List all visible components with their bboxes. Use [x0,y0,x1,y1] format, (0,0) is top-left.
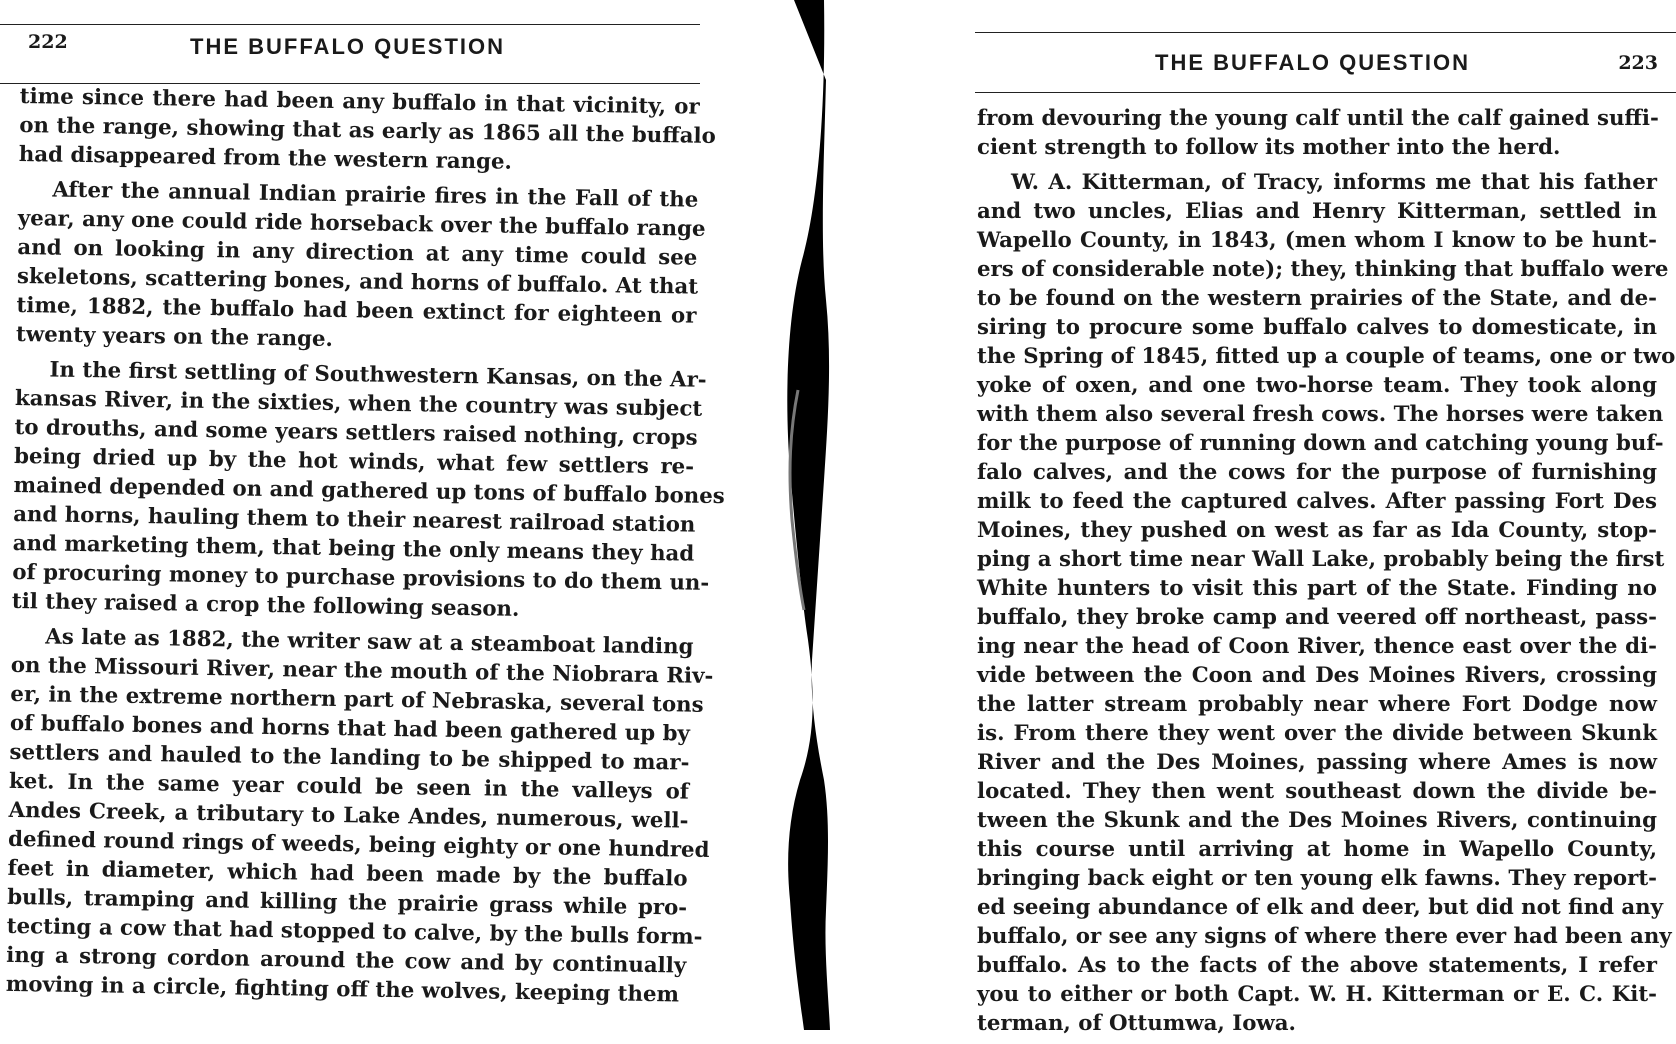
text-line: falo calves, and the cows for the purpose of furnishing [977,460,1657,485]
text-line: buffalo. As to the facts of the above statements, I refer [977,953,1657,978]
left-page-body [5,82,725,1016]
text-line: W. A. Kitterman, of Tracy, informs me that his father [1011,170,1657,195]
text-line: located. They then went southeast down the divide be- [977,779,1657,804]
text-line: and on looking in any direction at any time could see [17,234,698,271]
text-line: siring to procure some buffalo calves to domesticate, in [977,315,1657,340]
text-line: tween the Skunk and the Des Moines Rivers, continuing [977,808,1657,833]
page-number: 223 [1618,52,1658,74]
text-line: defined round rings of weeds, being eighty or one hundred [7,826,710,863]
text-line: ping a short time near Wall Lake, probably being the first [977,547,1665,572]
text-line: to drouths, and some years settlers raised nothing, crops [14,414,698,451]
running-head: THE BUFFALO QUESTION [190,34,505,59]
text-line: In the first settling of Southwestern Kansas, on the Ar- [49,357,707,393]
text-line: is. From there they went over the divide between Skunk [977,721,1657,746]
text-line: with them also several fresh cows. The horses were taken [977,402,1664,427]
header-rule-top [0,24,700,25]
text-line: of buffalo bones and horns that had been gathered up by [9,710,691,747]
left-page-header [0,22,700,84]
book-gutter-shadow [780,0,840,1030]
text-line: time since there had been any buffalo in that vicinity, or [19,83,700,120]
text-line: the Spring of 1845, fitted up a couple of teams, one or two [977,344,1676,369]
text-line: for the purpose of running down and catching young buf- [977,431,1664,456]
text-line: tecting a cow that had stopped to calve, by the bulls form- [6,913,703,950]
right-page-body [977,104,1676,1044]
text-line: er, in the extreme northern part of Nebraska, several tons [10,681,704,718]
text-line: mained depended on and gathered up tons of buffalo bones [13,472,725,510]
page-number: 222 [28,31,68,53]
text-line: Moines, they pushed on west as far as Ida County, stop- [977,518,1657,543]
text-line: milk to feed the captured calves. After passing Fort Des [977,489,1657,514]
text-line: til they raised a crop the following season. [11,588,520,622]
text-line: this course until arriving at home in Wapello County, [977,837,1657,862]
paragraph [18,82,717,180]
text-line: River and the Des Moines, passing where Ames is now [977,750,1657,775]
text-line: and two uncles, Elias and Henry Kitterman, settled in [977,199,1657,224]
text-line: buffalo, they broke camp and veered off northeast, pass- [977,605,1657,630]
right-page-header [975,30,1676,92]
text-line: bulls, tramping and killing the prairie grass while pro- [6,884,688,921]
text-line: year, any one could ride horseback over the buffalo range [17,205,706,242]
text-line: time, 1882, the buffalo had been extinct for eighteen or [16,292,697,329]
gutter-fill [787,0,830,1030]
paragraph [977,168,1676,1038]
text-line: of procuring money to purchase provisions to do them un- [12,559,710,596]
paragraph [15,175,706,360]
text-line: moving in a circle, fighting off the wolves, keeping them [5,971,680,1008]
text-line: buffalo, or see any signs of where there ever had been any [977,924,1672,949]
text-line: bringing back eight or ten young elk fawns. They report- [977,866,1657,891]
text-line: Wapello County, in 1843, (men whom I know to be hunt- [977,228,1657,253]
paragraph [5,622,714,1010]
text-line: skeletons, scattering bones, and horns of buffalo. At that [16,263,699,300]
text-line: to be found on the western prairies of the State, and de- [977,286,1657,311]
text-line: settlers and hauled to the landing to be shipped to mar- [9,739,690,776]
text-line: yoke of oxen, and one two-horse team. They took along [977,373,1657,398]
text-line: Andes Creek, a tributary to Lake Andes, numerous, well- [8,797,689,834]
text-line: and marketing them, that being the only means they had [12,530,695,567]
text-line: you to either or both Capt. W. H. Kitterman or E. C. Kit- [977,982,1657,1007]
text-line: terman, of Ottumwa, Iowa. [977,1011,1296,1036]
header-rule-bottom [975,92,1676,93]
paragraph [977,104,1657,162]
text-line: ket. In the same year could be seen in the valleys of [8,768,690,805]
text-line: ed seeing abundance of elk and deer, but did not find any [977,895,1664,920]
text-line: ers of considerable note); they, thinking that buffalo were [977,257,1669,282]
text-line: on the Missouri River, near the mouth of the Niobrara Riv- [10,652,714,689]
text-line: cient strength to follow its mother into the herd. [977,135,1561,160]
text-line: twenty years on the range. [15,321,334,352]
text-line: feet in diameter, which had been made by the buffalo [7,855,688,892]
running-head: THE BUFFALO QUESTION [1155,50,1470,75]
text-line: ing near the head of Coon River, thence east over the di- [977,634,1657,659]
text-line: being dried up by the hot winds, what few settlers re- [13,443,695,480]
text-line: vide between the Coon and Des Moines Rivers, crossing [977,663,1657,688]
text-line: After the annual Indian prairie fires in the Fall of the [52,177,699,213]
right-page [975,0,1676,1036]
header-rule-top [975,32,1676,33]
text-line: As late as 1882, the writer saw at a steamboat landing [45,624,694,660]
text-line: and horns, hauling them to their nearest railroad station [13,501,696,538]
text-line: had disappeared from the western range. [18,141,513,175]
text-line: kansas River, in the sixties, when the country was subject [14,385,703,422]
paragraph [11,355,725,627]
text-line: ing a strong cordon around the cow and by continually [6,942,687,979]
text-line: White hunters to visit this part of the State. Finding no [977,576,1657,601]
left-page [0,0,725,1030]
text-line: from devouring the young calf until the calf gained suffi- [977,106,1659,131]
text-line: on the range, showing that as early as 1865 all the buffalo [19,112,717,149]
text-line: the latter stream probably near where Fort Dodge now [977,692,1657,717]
